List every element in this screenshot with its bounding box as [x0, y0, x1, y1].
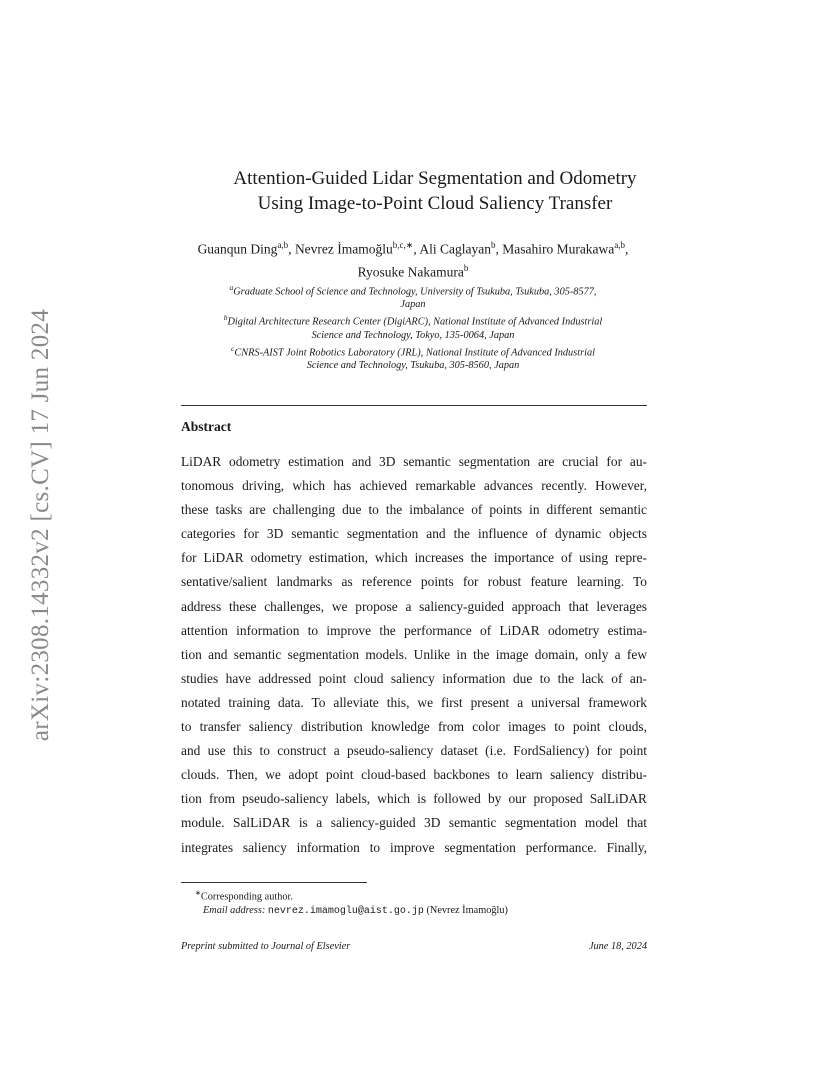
author-name: Guanqun Ding: [197, 241, 278, 257]
affiliation-mark: c: [231, 343, 235, 353]
abstract-line: module. SalLiDAR is a saliency-guided 3D semantic segmentation model that: [181, 815, 647, 831]
author-affil-mark: b,c,∗: [392, 240, 414, 250]
abstract-line: sentative/salient landmarks as reference points for robust feature learning. To: [181, 574, 647, 590]
affiliation: [178, 281, 648, 311]
abstract-line: these tasks are challenging due to the imbalance of points in different semantic: [181, 502, 647, 518]
author-affil-mark: a,b: [277, 240, 289, 250]
affiliation-line: Science and Technology, Tokyo, 135-0064, Japan: [311, 329, 515, 341]
abstract-line: integrates saliency information to improve segmentation performance. Finally,: [181, 839, 647, 855]
footnote-mark: ∗: [195, 889, 201, 897]
affiliation-list: [178, 281, 648, 372]
preprint-notice: Preprint submitted to Journal of Elsevier: [181, 941, 351, 952]
author-name: Masahiro Murakawa: [502, 241, 615, 257]
abstract-line: categories for 3D semantic segmentation and the influence of dynamic objects: [181, 526, 647, 542]
footnote-corresponding: [181, 886, 651, 904]
paper-title: [150, 166, 720, 216]
affiliation-line: Digital Architecture Research Center (DigiARC), National Institute of Advanced Industrial: [227, 316, 603, 328]
footnote-rule: [181, 882, 367, 883]
abstract-line: LiDAR odometry estimation and 3D semantic segmentation are crucial for au-: [181, 454, 647, 469]
abstract-line: tion from pseudo-saliency labels, which is followed by our proposed SalLiDAR: [181, 791, 647, 807]
title-line-1: Attention-Guided Lidar Segmentation and Odometry: [233, 168, 637, 189]
author-name: Ali Caglayan: [419, 241, 491, 257]
abstract-top-rule: [181, 405, 647, 406]
preprint-date: June 18, 2024: [588, 941, 647, 952]
abstract-line: for LiDAR odometry estimation, which increases the importance of using repre-: [181, 550, 647, 566]
author-affil-mark: b: [463, 262, 469, 273]
abstract-line: tion and semantic segmentation models. Unlike in the image domain, only a few: [181, 646, 647, 662]
footnote-email: [181, 904, 651, 919]
abstract-line: to transfer saliency distribution knowledge from color images to point clouds,: [181, 719, 647, 735]
abstract-line: notated training data. To alleviate this, we first present a universal framework: [181, 694, 647, 710]
abstract-line: attention information to improve the performance of LiDAR odometry estima-: [181, 622, 647, 638]
abstract-line: address these challenges, we propose a saliency-guided approach that leverages: [181, 598, 647, 614]
author-affil-mark: a,b: [614, 240, 626, 250]
abstract-heading: Abstract: [181, 419, 232, 434]
author-name: Nevrez İmamoğlu: [294, 241, 393, 257]
abstract-line: clouds. Then, we adopt point cloud-based backbones to learn saliency distribu-: [181, 767, 647, 783]
title-line-2: Using Image-to-Point Cloud Saliency Transfer: [257, 193, 613, 214]
arxiv-stamp: arXiv:2308.14332v2 [cs.CV] 17 Jun 2024: [27, 308, 54, 742]
footnote-text: Corresponding author.: [200, 891, 293, 903]
affiliation-line: Science and Technology, Tsukuba, 305-8560, Japan: [306, 360, 520, 372]
affiliation-line: Japan: [400, 299, 426, 311]
affiliation-mark: a: [229, 283, 234, 292]
affiliation-line: CNRS-AIST Joint Robotics Laboratory (JRL), National Institute of Advanced Industrial: [234, 347, 595, 359]
affiliation-line: Graduate School of Science and Technology, University of Tsukuba, Tsukuba, 305-8577,: [233, 286, 597, 298]
affiliation: [178, 311, 648, 341]
footnote: [181, 886, 651, 919]
abstract-line: and use this to construct a pseudo-saliency dataset (i.e. FordSaliency) for point: [181, 743, 647, 759]
email-address[interactable]: nevrez.imamoglu@aist.go.jp: [267, 906, 424, 918]
abstract-body: [181, 450, 647, 860]
abstract-line: studies have addressed point cloud saliency information due to the lack of an-: [181, 670, 647, 686]
author-affil-mark: b: [490, 240, 496, 250]
author-list: Guanqun Ding$^{a,b}$, Nevrez İmamoğlu$^{b,c,∗}$, Ali Caglayan$^b$, Masahiro Murakawa$^{a,b}$, Ryosuke Nakamura$^b$: [197, 240, 629, 279]
author-name: Ryosuke Nakamura: [357, 264, 464, 279]
email-owner: (Nevrez İmamoğlu): [426, 905, 508, 917]
affiliation: [178, 342, 648, 372]
abstract-line: tonomous driving, which has achieved remarkable advances recently. However,: [181, 478, 647, 494]
email-label: Email address:: [203, 905, 266, 917]
affiliation-mark: b: [223, 313, 228, 323]
